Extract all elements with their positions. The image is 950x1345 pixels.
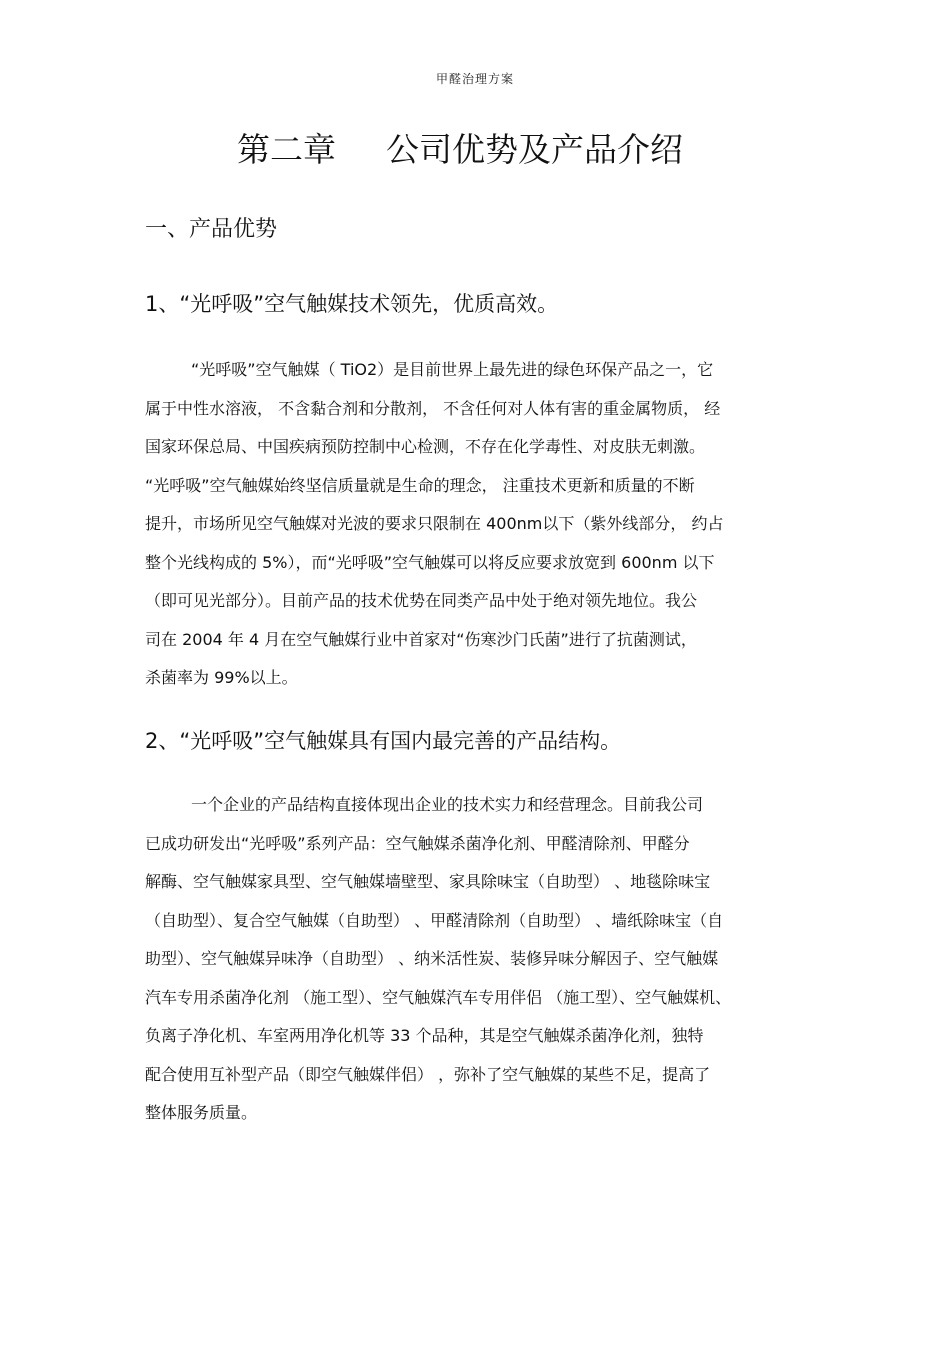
paragraph-2 bbox=[145, 786, 815, 1133]
chapter-name: 公司优势及产品介绍 bbox=[386, 130, 683, 169]
paragraph-1 bbox=[145, 351, 815, 698]
paragraph-line: 提升，市场所见空气触媒对光波的要求只限制在 400nm以下（紫外线部分， 约占 bbox=[145, 514, 724, 533]
paragraph-line: 汽车专用杀菌净化剂 （施工型）、空气触媒汽车专用伴侣 （施工型）、空气触媒机、 bbox=[145, 987, 732, 1007]
paragraph-line: 负离子净化机、车室两用净化机等 33 个品种，其是空气触媒杀菌净化剂，独特 bbox=[145, 1026, 704, 1045]
section-heading: 一、产品优势 bbox=[145, 217, 278, 242]
paragraph-line: （即可见光部分）。目前产品的技术优势在同类产品中处于绝对领先地位。我公 bbox=[145, 591, 698, 610]
paragraph-line: “光呼吸”空气触媒（ TiO2）是目前世界上最先进的绿色环保产品之一，它 bbox=[191, 360, 714, 379]
paragraph-line: “光呼吸”空气触媒始终坚信质量就是生命的理念， 注重技术更新和质量的不断 bbox=[145, 475, 695, 495]
paragraph-line: 整个光线构成的 5%），而“光呼吸”空气触媒可以将反应要求放宽到 600nm 以下 bbox=[145, 552, 715, 572]
paragraph-line: 属于中性水溶液， 不含黏合剂和分散剂， 不含任何对人体有害的重金属物质， 经 bbox=[145, 398, 721, 418]
chapter-number: 第二章 bbox=[237, 130, 336, 169]
paragraph-line: 配合使用互补型产品（即空气触媒伴侣） ，弥补了空气触媒的某些不足，提高了 bbox=[145, 1064, 711, 1084]
paragraph-line: （自助型）、复合空气触媒（自助型） 、甲醛清除剂（自助型） 、墙纸除味宝（自 bbox=[145, 910, 724, 930]
subsection-heading-2: 2、“光呼吸”空气触媒具有国内最完善的产品结构。 bbox=[145, 729, 622, 753]
paragraph-line: 助型）、空气触媒异味净（自助型） 、纳米活性炭、装修异味分解因子、空气触媒 bbox=[145, 949, 719, 968]
subsection-heading-1: 1、“光呼吸”空气触媒技术领先，优质高效。 bbox=[145, 292, 559, 316]
paragraph-line: 国家环保总局、中国疾病预防控制中心检测，不存在化学毒性、对皮肤无刺激。 bbox=[145, 437, 706, 456]
paragraph-line: 杀菌率为 99%以上。 bbox=[145, 668, 298, 687]
running-header: 甲醛治理方案 bbox=[435, 72, 514, 86]
paragraph-line: 整体服务质量。 bbox=[145, 1103, 258, 1122]
chapter-title bbox=[0, 124, 920, 171]
paragraph-line: 一个企业的产品结构直接体现出企业的技术实力和经营理念。目前我公司 bbox=[191, 795, 704, 814]
paragraph-line: 司在 2004 年 4 月在空气触媒行业中首家对“伤寒沙门氏菌”进行了抗菌测试， bbox=[145, 629, 697, 649]
paragraph-line: 解酶、空气触媒家具型、空气触媒墙壁型、家具除味宝（自助型） 、地毯除味宝 bbox=[145, 872, 711, 891]
paragraph-line: 已成功研发出“光呼吸”系列产品：空气触媒杀菌净化剂、甲醛清除剂、甲醛分 bbox=[145, 833, 690, 853]
